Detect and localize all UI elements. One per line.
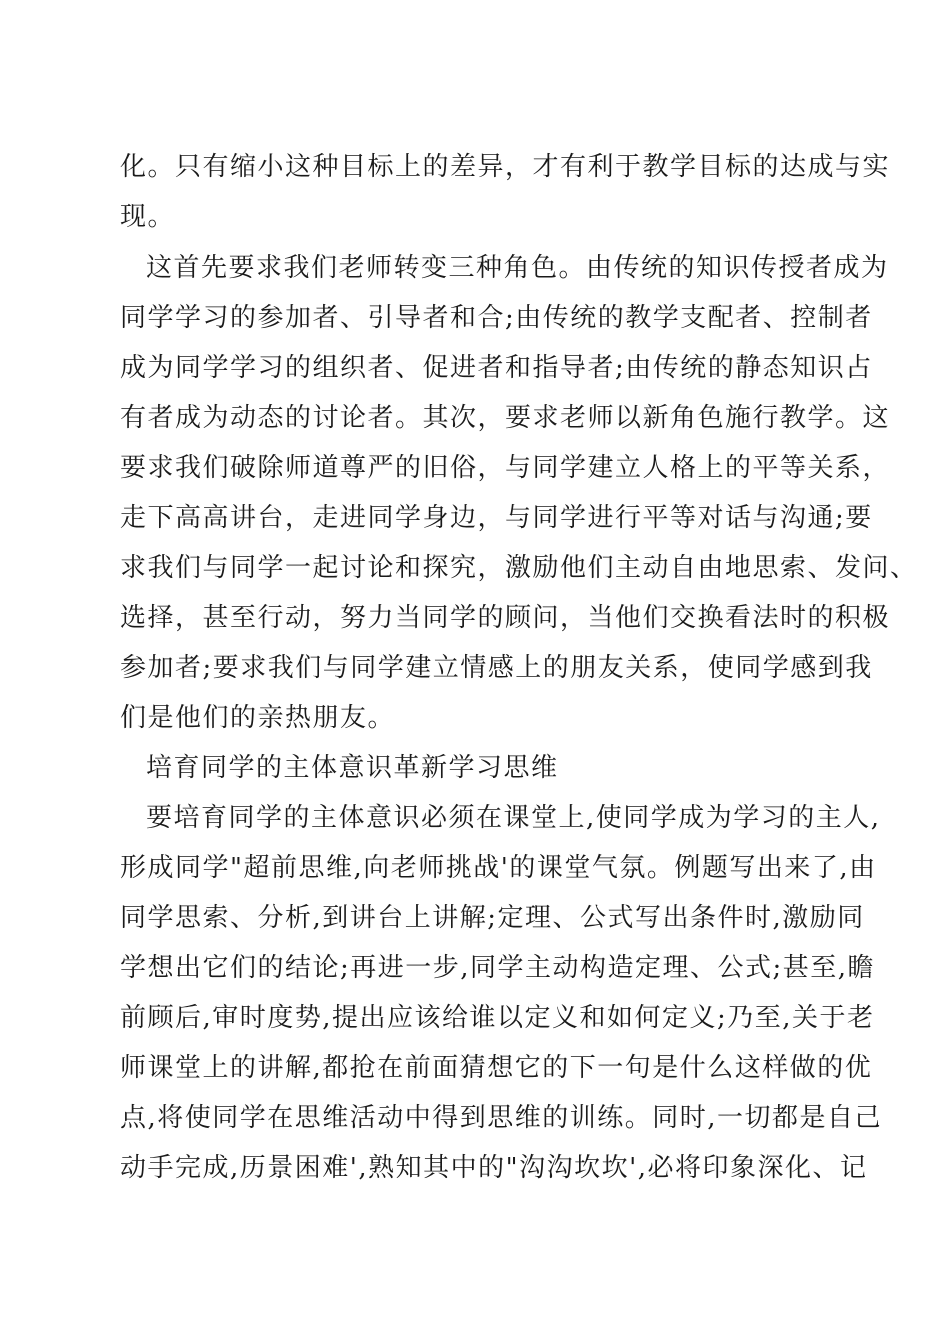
text-line: 求我们与同学一起讨论和探究，激励他们主动自由地思索、发问、 [120,553,918,583]
text-line: 形成同学"超前思维,向老师挑战'的课堂气氛。例题写出来了,由 [120,853,877,883]
paragraph-start-line: 这首先要求我们老师转变三种角色。由传统的知识传授者成为 [146,253,889,283]
text-line: 们是他们的亲热朋友。 [120,703,396,733]
text-line: 同学学习的参加者、引导者和合;由传统的教学支配者、控制者 [120,303,873,333]
text-line: 学想出它们的结论;再进一步,同学主动构造定理、公式;甚至,瞻 [120,953,876,983]
section-heading: 培育同学的主体意识革新学习思维 [146,753,559,783]
text-line: 前顾后,审时度势,提出应该给谁以定义和如何定义;乃至,关于老 [120,1003,875,1033]
text-line: 动手完成,历景困难',熟知其中的"沟沟坎坎',必将印象深化、记 [120,1153,868,1183]
text-line: 同学思索、分析,到讲台上讲解;定理、公式写出条件时,激励同 [120,903,865,933]
text-line: 点,将使同学在思维活动中得到思维的训练。同时,一切都是自己 [120,1103,883,1133]
text-line: 走下高高讲台，走进同学身边，与同学进行平等对话与沟通;要 [120,503,873,533]
text-line: 化。只有缩小这种目标上的差异，才有利于教学目标的达成与实 [120,152,891,182]
paragraph-start-line: 要培育同学的主体意识必须在课堂上,使同学成为学习的主人, [146,803,881,833]
text-line: 有者成为动态的讨论者。其次，要求老师以新角色施行教学。这 [120,403,891,433]
text-line: 成为同学学习的组织者、促进者和指导者;由传统的静态知识占 [120,353,873,383]
text-line: 现。 [120,202,176,232]
text-line: 要求我们破除师道尊严的旧俗，与同学建立人格上的平等关系， [120,453,891,483]
text-line: 师课堂上的讲解,都抢在前面猜想它的下一句是什么这样做的优 [120,1053,873,1083]
text-line: 选择，甚至行动，努力当同学的顾问，当他们交换看法时的积极 [120,603,891,633]
text-line: 参加者;要求我们与同学建立情感上的朋友关系，使同学感到我 [120,653,873,683]
